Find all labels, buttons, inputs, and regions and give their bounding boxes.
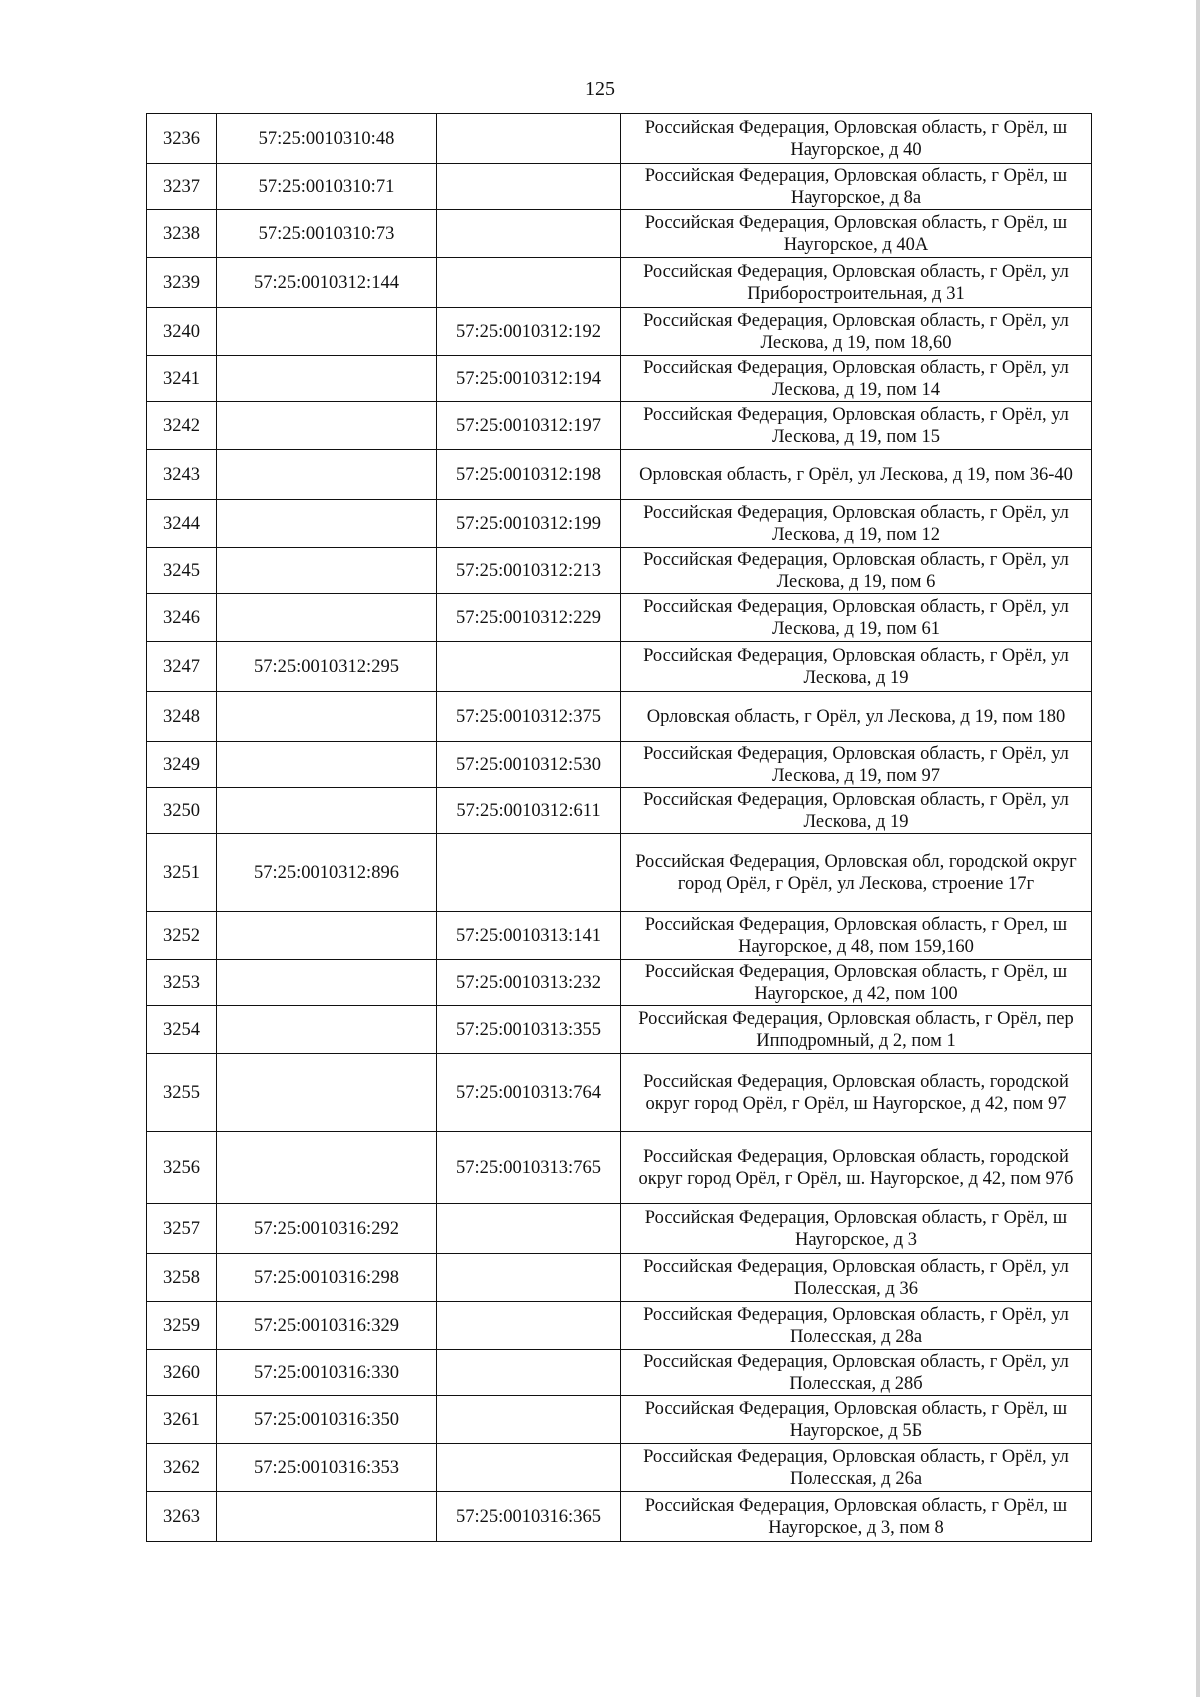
row-number-cell: 3262	[147, 1444, 217, 1492]
address-cell: Российская Федерация, Орловская область, г Орёл, ул Лескова, д 19, пом 18,60	[621, 308, 1092, 356]
land-cadastral-number-cell	[217, 912, 437, 960]
land-cadastral-number-cell: 57:25:0010310:48	[217, 114, 437, 164]
table-row	[147, 210, 1092, 258]
table-row	[147, 594, 1092, 642]
table-row	[147, 402, 1092, 450]
address-cell: Российская Федерация, Орловская область, г Орёл, ул Полесская, д 26а	[621, 1444, 1092, 1492]
land-cadastral-number-cell: 57:25:0010310:73	[217, 210, 437, 258]
address-cell: Российская Федерация, Орловская область, г Орёл, ул Полесская, д 28а	[621, 1302, 1092, 1350]
land-cadastral-number-cell	[217, 788, 437, 834]
table-row	[147, 548, 1092, 594]
premises-cadastral-number-cell	[437, 258, 621, 308]
address-cell: Российская Федерация, Орловская область, г Орёл, ул Лескова, д 19, пом 12	[621, 500, 1092, 548]
address-cell: Орловская область, г Орёл, ул Лескова, д 19, пом 180	[621, 692, 1092, 742]
premises-cadastral-number-cell: 57:25:0010312:192	[437, 308, 621, 356]
premises-cadastral-number-cell	[437, 1302, 621, 1350]
table-row	[147, 258, 1092, 308]
row-number-cell: 3259	[147, 1302, 217, 1350]
address-cell: Российская Федерация, Орловская область, г Орёл, ул Полесская, д 36	[621, 1254, 1092, 1302]
table-row	[147, 450, 1092, 500]
row-number-cell: 3236	[147, 114, 217, 164]
table-row	[147, 500, 1092, 548]
address-cell: Российская Федерация, Орловская область, городской округ город Орёл, г Орёл, ш Наугорское, д 42, пом 97	[621, 1054, 1092, 1132]
land-cadastral-number-cell	[217, 548, 437, 594]
land-cadastral-number-cell	[217, 742, 437, 788]
address-cell: Российская Федерация, Орловская область, г Орёл, ул Лескова, д 19, пом 6	[621, 548, 1092, 594]
premises-cadastral-number-cell: 57:25:0010313:765	[437, 1132, 621, 1204]
row-number-cell: 3255	[147, 1054, 217, 1132]
table-row	[147, 114, 1092, 164]
land-cadastral-number-cell: 57:25:0010310:71	[217, 164, 437, 210]
land-cadastral-number-cell	[217, 1132, 437, 1204]
premises-cadastral-number-cell: 57:25:0010312:530	[437, 742, 621, 788]
row-number-cell: 3247	[147, 642, 217, 692]
premises-cadastral-number-cell: 57:25:0010313:764	[437, 1054, 621, 1132]
table-row	[147, 692, 1092, 742]
table-row	[147, 960, 1092, 1006]
table-row	[147, 788, 1092, 834]
table-row	[147, 1350, 1092, 1396]
table-row	[147, 1054, 1092, 1132]
address-cell: Российская Федерация, Орловская область, г Орёл, ул Лескова, д 19, пом 14	[621, 356, 1092, 402]
premises-cadastral-number-cell: 57:25:0010312:197	[437, 402, 621, 450]
premises-cadastral-number-cell: 57:25:0010313:355	[437, 1006, 621, 1054]
row-number-cell: 3241	[147, 356, 217, 402]
table-row	[147, 1204, 1092, 1254]
premises-cadastral-number-cell	[437, 164, 621, 210]
table-row	[147, 1254, 1092, 1302]
address-cell: Российская Федерация, Орловская область, г Орел, ш Наугорское, д 48, пом 159,160	[621, 912, 1092, 960]
row-number-cell: 3263	[147, 1492, 217, 1542]
premises-cadastral-number-cell	[437, 834, 621, 912]
land-cadastral-number-cell: 57:25:0010312:896	[217, 834, 437, 912]
row-number-cell: 3248	[147, 692, 217, 742]
land-cadastral-number-cell: 57:25:0010316:292	[217, 1204, 437, 1254]
land-cadastral-number-cell	[217, 1006, 437, 1054]
row-number-cell: 3240	[147, 308, 217, 356]
table-row	[147, 1302, 1092, 1350]
land-cadastral-number-cell	[217, 356, 437, 402]
premises-cadastral-number-cell: 57:25:0010312:198	[437, 450, 621, 500]
row-number-cell: 3256	[147, 1132, 217, 1204]
address-cell: Российская Федерация, Орловская область, г Орёл, ш Наугорское, д 42, пом 100	[621, 960, 1092, 1006]
land-cadastral-number-cell: 57:25:0010316:350	[217, 1396, 437, 1444]
row-number-cell: 3237	[147, 164, 217, 210]
address-cell: Российская Федерация, Орловская область, г Орёл, ул Лескова, д 19, пом 61	[621, 594, 1092, 642]
premises-cadastral-number-cell: 57:25:0010312:611	[437, 788, 621, 834]
address-cell: Российская Федерация, Орловская область, г Орёл, ш Наугорское, д 5Б	[621, 1396, 1092, 1444]
row-number-cell: 3257	[147, 1204, 217, 1254]
row-number-cell: 3253	[147, 960, 217, 1006]
address-cell: Российская Федерация, Орловская область, г Орёл, ш Наугорское, д 3	[621, 1204, 1092, 1254]
table-row	[147, 1006, 1092, 1054]
premises-cadastral-number-cell: 57:25:0010312:375	[437, 692, 621, 742]
address-cell: Российская Федерация, Орловская область, г Орёл, ш Наугорское, д 40	[621, 114, 1092, 164]
premises-cadastral-number-cell	[437, 210, 621, 258]
address-cell: Российская Федерация, Орловская область, г Орёл, пер Ипподромный, д 2, пом 1	[621, 1006, 1092, 1054]
premises-cadastral-number-cell: 57:25:0010313:141	[437, 912, 621, 960]
premises-cadastral-number-cell	[437, 1204, 621, 1254]
address-cell: Российская Федерация, Орловская область, г Орёл, ул Лескова, д 19	[621, 788, 1092, 834]
row-number-cell: 3245	[147, 548, 217, 594]
premises-cadastral-number-cell	[437, 1350, 621, 1396]
row-number-cell: 3249	[147, 742, 217, 788]
land-cadastral-number-cell: 57:25:0010316:298	[217, 1254, 437, 1302]
register-table-body	[147, 114, 1092, 1542]
table-row	[147, 308, 1092, 356]
row-number-cell: 3239	[147, 258, 217, 308]
premises-cadastral-number-cell: 57:25:0010316:365	[437, 1492, 621, 1542]
premises-cadastral-number-cell: 57:25:0010312:199	[437, 500, 621, 548]
row-number-cell: 3260	[147, 1350, 217, 1396]
row-number-cell: 3252	[147, 912, 217, 960]
scan-edge-line	[1196, 0, 1200, 1697]
address-cell: Орловская область, г Орёл, ул Лескова, д 19, пом 36-40	[621, 450, 1092, 500]
address-cell: Российская Федерация, Орловская область, г Орёл, ул Лескова, д 19, пом 15	[621, 402, 1092, 450]
land-cadastral-number-cell: 57:25:0010312:295	[217, 642, 437, 692]
premises-cadastral-number-cell	[437, 1444, 621, 1492]
premises-cadastral-number-cell	[437, 642, 621, 692]
row-number-cell: 3246	[147, 594, 217, 642]
table-row	[147, 356, 1092, 402]
row-number-cell: 3261	[147, 1396, 217, 1444]
row-number-cell: 3244	[147, 500, 217, 548]
land-cadastral-number-cell: 57:25:0010312:144	[217, 258, 437, 308]
address-cell: Российская Федерация, Орловская область, г Орёл, ул Приборостроительная, д 31	[621, 258, 1092, 308]
address-cell: Российская Федерация, Орловская область, г Орёл, ш Наугорское, д 3, пом 8	[621, 1492, 1092, 1542]
table-row	[147, 164, 1092, 210]
land-cadastral-number-cell	[217, 594, 437, 642]
table-row	[147, 1132, 1092, 1204]
table-row	[147, 1492, 1092, 1542]
row-number-cell: 3251	[147, 834, 217, 912]
address-cell: Российская Федерация, Орловская область, городской округ город Орёл, г Орёл, ш. Наугорское, д 42, пом 97б	[621, 1132, 1092, 1204]
table-row	[147, 742, 1092, 788]
table-row	[147, 1396, 1092, 1444]
table-row	[147, 834, 1092, 912]
land-cadastral-number-cell	[217, 402, 437, 450]
address-cell: Российская Федерация, Орловская обл, городской округ город Орёл, г Орёл, ул Лескова, строение 17г	[621, 834, 1092, 912]
land-cadastral-number-cell: 57:25:0010316:330	[217, 1350, 437, 1396]
row-number-cell: 3242	[147, 402, 217, 450]
table-row	[147, 1444, 1092, 1492]
land-cadastral-number-cell	[217, 450, 437, 500]
land-cadastral-number-cell	[217, 308, 437, 356]
land-cadastral-number-cell	[217, 1054, 437, 1132]
premises-cadastral-number-cell: 57:25:0010312:194	[437, 356, 621, 402]
page-number: 125	[585, 78, 615, 100]
address-cell: Российская Федерация, Орловская область, г Орёл, ш Наугорское, д 8а	[621, 164, 1092, 210]
row-number-cell: 3250	[147, 788, 217, 834]
row-number-cell: 3254	[147, 1006, 217, 1054]
premises-cadastral-number-cell: 57:25:0010312:213	[437, 548, 621, 594]
property-register-table	[146, 113, 1092, 1542]
premises-cadastral-number-cell: 57:25:0010312:229	[437, 594, 621, 642]
land-cadastral-number-cell: 57:25:0010316:329	[217, 1302, 437, 1350]
address-cell: Российская Федерация, Орловская область, г Орёл, ул Лескова, д 19, пом 97	[621, 742, 1092, 788]
premises-cadastral-number-cell	[437, 114, 621, 164]
row-number-cell: 3258	[147, 1254, 217, 1302]
land-cadastral-number-cell: 57:25:0010316:353	[217, 1444, 437, 1492]
address-cell: Российская Федерация, Орловская область, г Орёл, ш Наугорское, д 40А	[621, 210, 1092, 258]
land-cadastral-number-cell	[217, 960, 437, 1006]
land-cadastral-number-cell	[217, 1492, 437, 1542]
address-cell: Российская Федерация, Орловская область, г Орёл, ул Полесская, д 28б	[621, 1350, 1092, 1396]
premises-cadastral-number-cell: 57:25:0010313:232	[437, 960, 621, 1006]
table-row	[147, 912, 1092, 960]
row-number-cell: 3238	[147, 210, 217, 258]
row-number-cell: 3243	[147, 450, 217, 500]
address-cell: Российская Федерация, Орловская область, г Орёл, ул Лескова, д 19	[621, 642, 1092, 692]
land-cadastral-number-cell	[217, 692, 437, 742]
table-row	[147, 642, 1092, 692]
premises-cadastral-number-cell	[437, 1254, 621, 1302]
premises-cadastral-number-cell	[437, 1396, 621, 1444]
land-cadastral-number-cell	[217, 500, 437, 548]
